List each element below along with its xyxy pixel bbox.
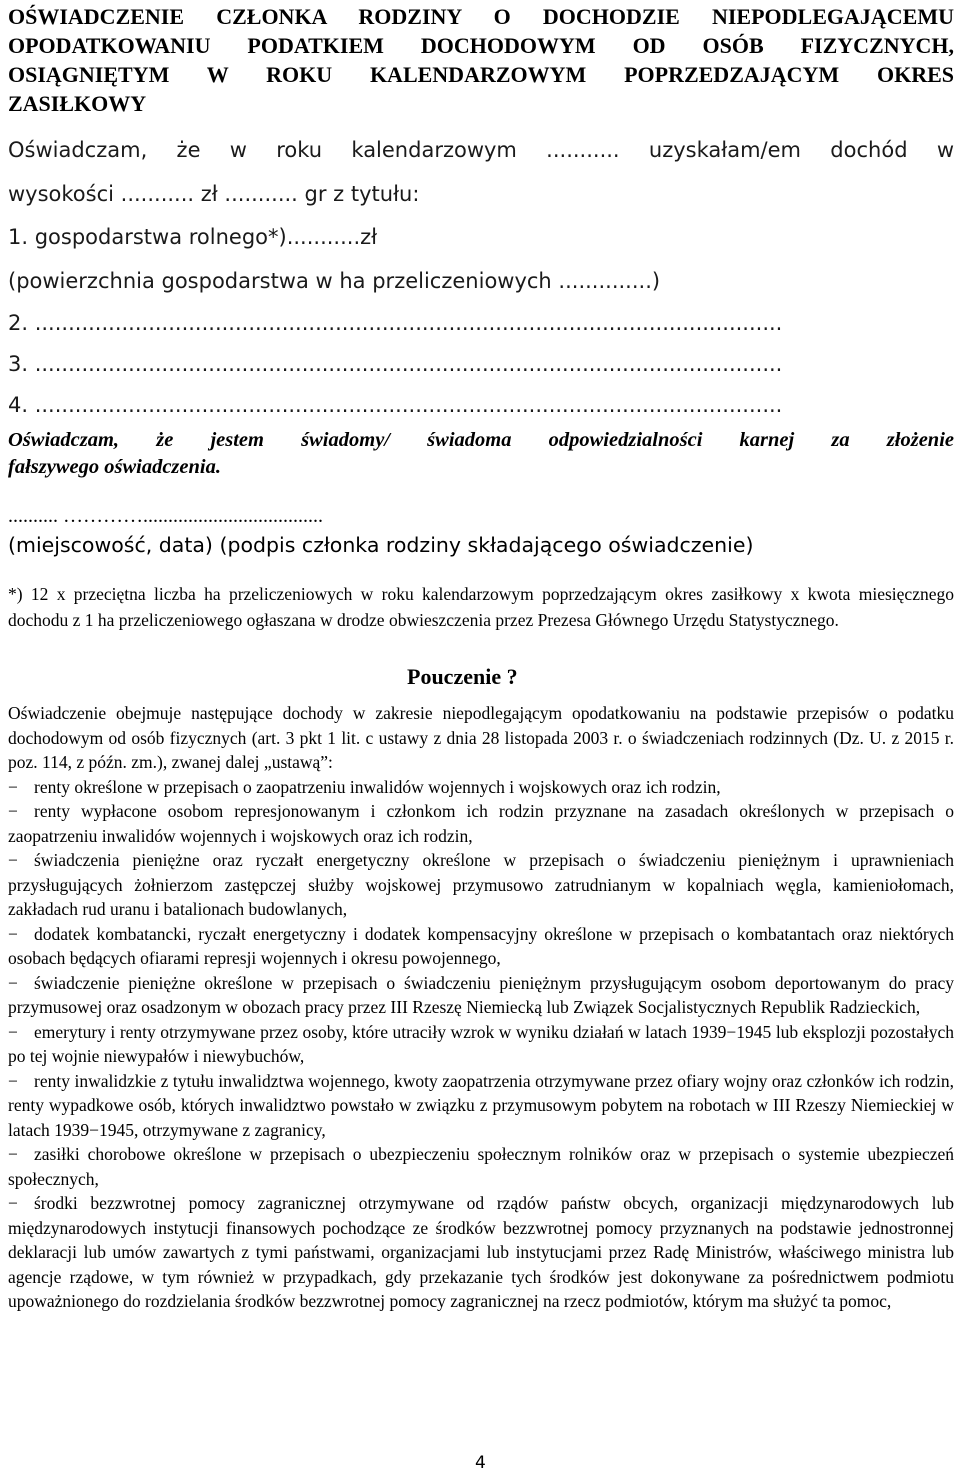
list-dash: − (8, 923, 18, 944)
list-dash: − (8, 972, 18, 993)
declaration-line-2: wysokości ........... zł ........... gr z tytułu: (8, 181, 420, 206)
list-item-text: świadczenia pieniężne oraz ryczałt energetyczny określone w przepisach o świadczeniu pieniężnym i uprawnieniach przysługujących żołnierzom zastępczej służby wojskowej przymusowo zatrudnianym w kopalniach węgla, kamieniołomach, zakładach rud uranu i batalionach budowlanych, (8, 850, 954, 919)
instruction-intro: Oświadczenie obejmuje następujące dochody w zakresie niepodlegającym opodatkowaniu na podstawie przepisów o podatku dochodowym od osób fizycznych (art. 3 pkt 1 lit. c ustawy z dnia 28 listopada 2003 r. o świadczeniach rodzinnych (Dz. U. z 2015 r. poz. 114, z późn. zm.), zwanej dalej „ustawą”: (8, 703, 954, 772)
income-item-3: 3. ................................................................................................................ (8, 352, 783, 376)
list-item-text: świadczenie pieniężne określone w przepisach o świadczeniu pieniężnym przysługującym osobom deportowanym do pracy przymusowej oraz osadzonym w obozach pracy przez III Rzeszę Niemiecką lub Związek Socjalistycznych Republik Radzieckich, (8, 972, 954, 1017)
footnote: *) 12 x przeciętna liczba ha przeliczeniowych w roku kalendarzowym poprzedzającym okres zasiłkowy x kwota miesięcznego dochodu z 1 ha przeliczeniowego ogłaszana w drodze obwieszczenia przez Prezesa Głównego Urzędu Statystycznego. (8, 584, 954, 630)
list-dash: − (8, 850, 18, 870)
income-item-2: 2. ................................................................................................................ (8, 311, 783, 335)
list-dash: − (8, 1021, 18, 1042)
list-item (8, 848, 954, 922)
declaration-line-4: (powierzchnia gospodarstwa w ha przeliczeniowych ..............) (8, 268, 661, 293)
title-line-4: ZASIŁKOWY (8, 91, 147, 116)
list-dash: − (8, 1193, 18, 1213)
list-item-text: zasiłki chorobowe określone w przepisach o ubezpieczeniu społecznym rolników oraz w przepisach o systemie ubezpieczeń społecznych, (8, 1144, 954, 1189)
document-title (8, 0, 954, 118)
responsibility-statement (8, 427, 954, 481)
signature-dots: .......... ………….................................... (8, 505, 323, 527)
list-item-text: renty wypłacone osobom represjonowanym i członkom ich rodzin przyznane na zasadach określonych w przepisach o zaopatrzeniu inwalidów wojennych i wojskowych oraz ich rodzin, (8, 801, 954, 846)
list-item (8, 775, 954, 800)
document-page (8, 0, 954, 1478)
list-item (8, 1020, 954, 1069)
list-item (8, 799, 954, 848)
list-item-text: środki bezzwrotnej pomocy zagranicznej otrzymywane od rządów państw obcych, organizacji międzynarodowych lub międzynarodowych instytucji finansowych pochodzące ze środków bezzwrotnej pomocy przyznanych na podstawie jednostronnej deklaracji lub umów zawartych z tymi państwami, organizacjami lub instytucjami przez Radę Ministrów, właściwego ministra lub agencje rządowe, w tym również w przypadkach, gdy przekazanie tych środków jest dokonywane za pośrednictwem podmiotu upoważnionego do rozdzielania środków bezzwrotnej pomocy zagranicznej na rzecz podmiotów, którym ma służyć ta pomoc, (8, 1193, 954, 1311)
declaration-line-1: Oświadczam, że w roku kalendarzowym ........... uzyskałam/em dochód w (8, 138, 954, 162)
list-dash: − (8, 1144, 18, 1164)
title-line-3: OSIĄGNIĘTYM W ROKU KALENDARZOWYM POPRZEDZAJĄCYM OKRES (8, 62, 954, 87)
signature-caption: (miejscowość, data) (podpis członka rodziny składającego oświadczenie) (8, 533, 754, 557)
declaration-line-3: 1. gospodarstwa rolnego*)...........zł (8, 225, 378, 249)
list-item-text: renty określone w przepisach o zaopatrzeniu inwalidów wojennych i wojskowych oraz ich rodzin, (34, 776, 721, 797)
title-line-2: OPODATKOWANIU PODATKIEM DOCHODOWYM OD OSÓB FIZYCZNYCH, (8, 33, 954, 58)
instruction-body (8, 701, 954, 1314)
page-number: 4 (475, 1453, 486, 1473)
list-item (8, 1191, 954, 1314)
section-heading-pouczenie: Pouczenie ? (407, 664, 518, 689)
list-item-text: emerytury i renty otrzymywane przez osoby, które utraciły wzrok w wyniku działań w latach 1939−1945 lub eksplozji pozostałych po tej wojnie niewypałów i niewybuchów, (8, 1021, 954, 1066)
title-line-1: OŚWIADCZENIE CZŁONKA RODZINY O DOCHODZIE NIEPODLEGAJĄCEMU (8, 4, 954, 29)
list-dash: − (8, 776, 18, 797)
list-dash: − (8, 801, 18, 821)
responsibility-line-2: fałszywego oświadczenia. (8, 456, 221, 478)
list-item (8, 1069, 954, 1143)
list-item-text: renty inwalidzkie z tytułu inwalidztwa wojennego, kwoty zaopatrzenia otrzymywane przez ofiary wojny oraz członków ich rodzin, renty wypadkowe osób, których inwalidztwo powstało w związku z przymusowym pobytem na robotach w III Rzeszy Niemieckiej w latach 1939−1945, otrzymywane z zagranicy, (8, 1070, 954, 1140)
income-item-4: 4. ................................................................................................................ (8, 393, 783, 417)
list-item-text: dodatek kombatancki, ryczałt energetyczny i dodatek kompensacyjny określone w przepisach o kombatantach oraz niektórych osobach będących ofiarami represji wojennych i okresu powojennego, (8, 923, 954, 968)
responsibility-line-1: Oświadczam, że jestem świadomy/ świadoma odpowiedzialności karnej za złożenie (8, 429, 954, 451)
list-dash: − (8, 1070, 18, 1091)
list-item (8, 971, 954, 1020)
list-item (8, 922, 954, 971)
income-declaration (8, 129, 954, 426)
list-item (8, 1142, 954, 1191)
